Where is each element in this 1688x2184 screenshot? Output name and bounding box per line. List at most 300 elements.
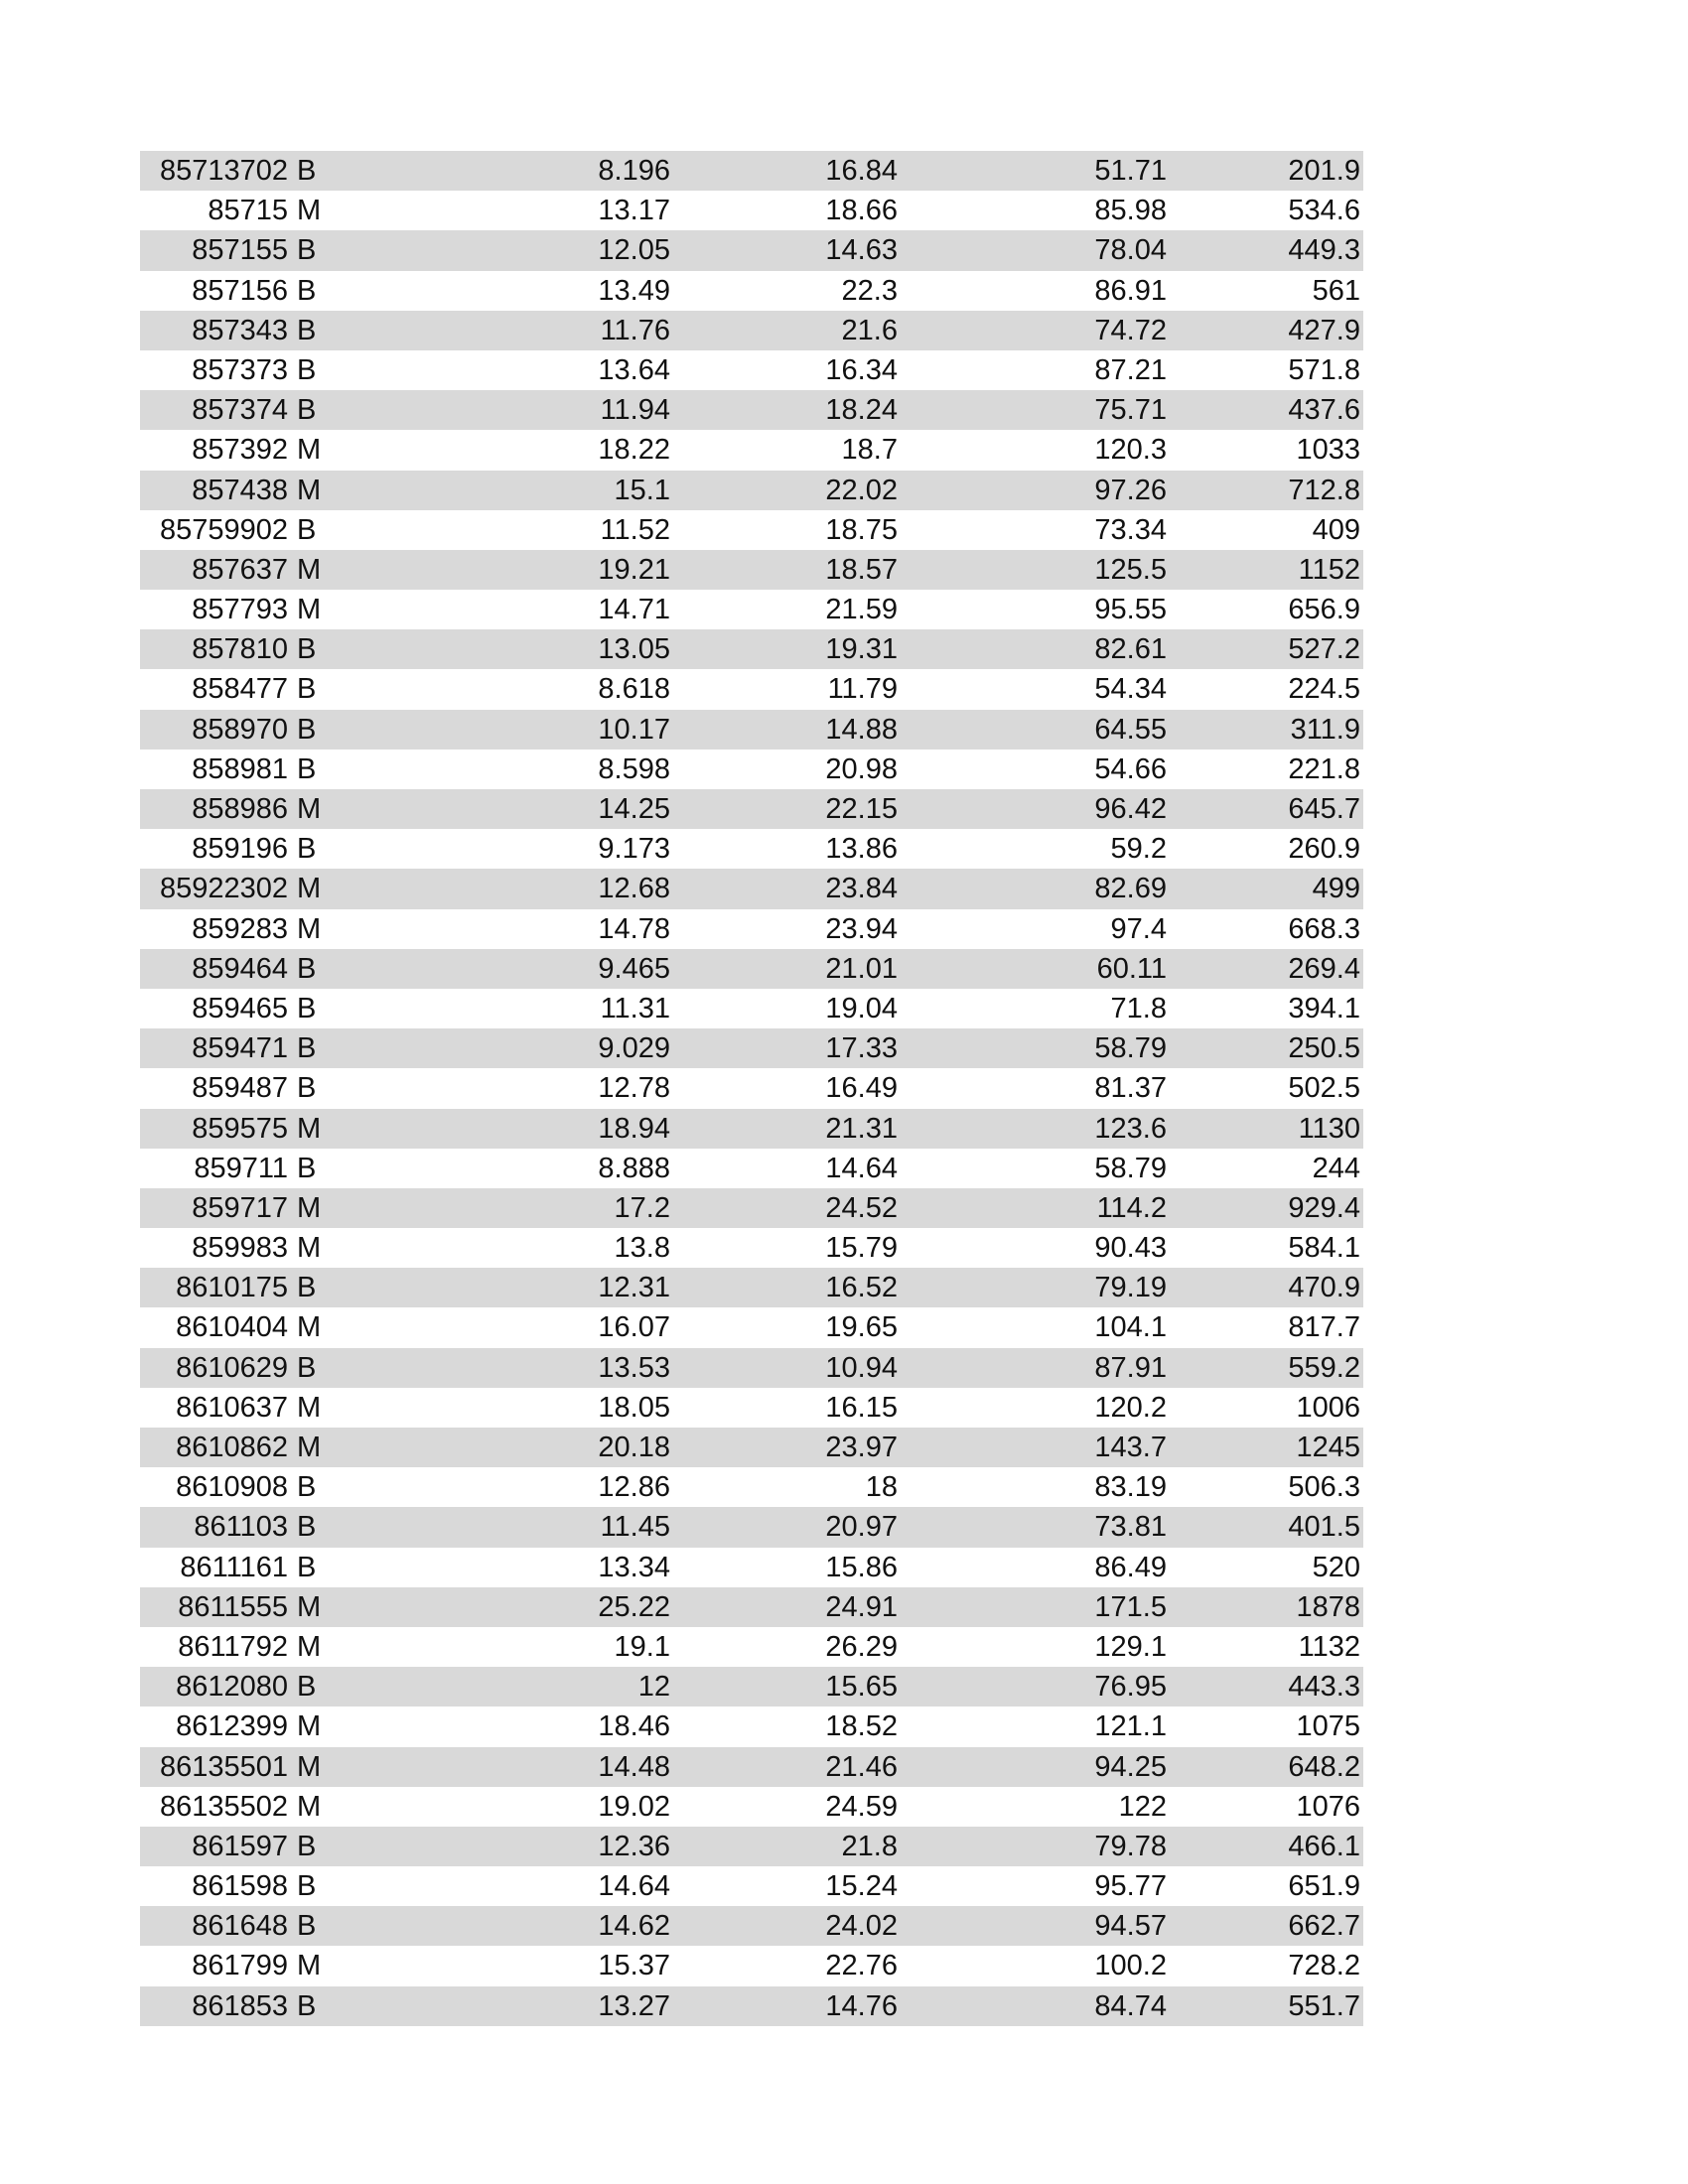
value-cell-1: 11.94	[600, 394, 670, 427]
id-cell: 8610404	[176, 1311, 288, 1344]
id-cell: 859196	[192, 833, 288, 866]
value-cell-1: 13.05	[598, 633, 670, 666]
id-cell: 8611161	[180, 1551, 288, 1583]
value-cell-4: 1245	[1296, 1432, 1360, 1463]
table-row	[140, 1986, 1363, 2026]
id-cell: 859711	[194, 1152, 288, 1184]
value-cell-4: 648.2	[1288, 1750, 1360, 1783]
value-cell-1: 13.27	[598, 1989, 670, 2022]
value-cell-1: 19.1	[614, 1630, 670, 1663]
value-cell-4: 443.3	[1288, 1671, 1360, 1704]
value-cell-1: 14.78	[598, 912, 670, 945]
id-cell: 8610862	[176, 1432, 288, 1463]
value-cell-1: 9.029	[598, 1032, 670, 1065]
value-cell-3: 94.57	[1094, 1910, 1167, 1943]
value-cell-4: 437.6	[1288, 394, 1360, 427]
diagnosis-cell: M	[297, 594, 322, 626]
id-cell: 8611792	[178, 1630, 288, 1663]
table-row	[140, 1667, 1363, 1706]
value-cell-4: 260.9	[1288, 833, 1360, 866]
diagnosis-cell: B	[297, 353, 317, 386]
id-cell: 859471	[192, 1032, 288, 1065]
value-cell-3: 100.2	[1094, 1950, 1167, 1982]
value-cell-2: 14.76	[825, 1989, 898, 2022]
table-row	[140, 1587, 1363, 1627]
value-cell-1: 13.49	[598, 274, 670, 307]
value-cell-4: 311.9	[1290, 713, 1360, 746]
value-cell-1: 11.45	[600, 1511, 670, 1544]
table-row	[140, 710, 1363, 750]
id-cell: 861103	[194, 1511, 288, 1544]
value-cell-3: 90.43	[1094, 1232, 1167, 1265]
diagnosis-cell: M	[297, 1590, 322, 1623]
value-cell-1: 15.37	[598, 1950, 670, 1982]
value-cell-2: 18.52	[825, 1710, 898, 1743]
value-cell-4: 1076	[1296, 1790, 1360, 1823]
value-cell-1: 25.22	[598, 1590, 670, 1623]
diagnosis-cell: B	[297, 394, 317, 427]
value-cell-2: 14.64	[825, 1152, 898, 1184]
value-cell-4: 394.1	[1288, 992, 1360, 1024]
value-cell-3: 125.5	[1094, 553, 1167, 586]
value-cell-1: 9.465	[598, 952, 670, 985]
id-cell: 857392	[192, 434, 288, 467]
id-cell: 857810	[192, 633, 288, 666]
diagnosis-cell: B	[297, 1989, 317, 2022]
value-cell-2: 22.76	[825, 1950, 898, 1982]
value-cell-3: 84.74	[1094, 1989, 1167, 2022]
table-row	[140, 1906, 1363, 1946]
value-cell-3: 75.71	[1094, 394, 1167, 427]
value-cell-3: 74.72	[1094, 314, 1167, 346]
value-cell-4: 1075	[1296, 1710, 1360, 1743]
value-cell-4: 409	[1312, 513, 1360, 546]
id-cell: 857373	[192, 353, 288, 386]
value-cell-3: 83.19	[1094, 1471, 1167, 1504]
value-cell-2: 23.84	[825, 873, 898, 905]
value-cell-4: 728.2	[1288, 1950, 1360, 1982]
id-cell: 86135502	[159, 1790, 288, 1823]
diagnosis-cell: M	[297, 474, 322, 506]
diagnosis-cell: B	[297, 1511, 317, 1544]
diagnosis-cell: B	[297, 1152, 317, 1184]
value-cell-2: 15.86	[825, 1551, 898, 1583]
value-cell-2: 24.59	[825, 1790, 898, 1823]
diagnosis-cell: B	[297, 1351, 317, 1384]
value-cell-3: 96.42	[1094, 793, 1167, 825]
value-cell-2: 19.31	[825, 633, 898, 666]
id-cell: 85713702	[159, 155, 288, 187]
value-cell-3: 64.55	[1094, 713, 1167, 746]
diagnosis-cell: B	[297, 713, 317, 746]
value-cell-1: 9.173	[598, 833, 670, 866]
value-cell-2: 21.8	[841, 1830, 898, 1862]
value-cell-1: 10.17	[598, 713, 670, 746]
table-row	[140, 750, 1363, 789]
value-cell-3: 81.37	[1094, 1072, 1167, 1105]
data-table	[140, 151, 1363, 2026]
value-cell-1: 19.02	[598, 1790, 670, 1823]
value-cell-3: 54.66	[1094, 752, 1167, 785]
value-cell-2: 20.97	[825, 1511, 898, 1544]
diagnosis-cell: B	[297, 314, 317, 346]
value-cell-3: 58.79	[1094, 1032, 1167, 1065]
value-cell-3: 114.2	[1096, 1191, 1167, 1224]
value-cell-4: 250.5	[1288, 1032, 1360, 1065]
value-cell-3: 73.34	[1094, 513, 1167, 546]
value-cell-3: 121.1	[1094, 1710, 1167, 1743]
value-cell-3: 79.78	[1094, 1830, 1167, 1862]
diagnosis-cell: M	[297, 1391, 322, 1424]
value-cell-3: 143.7	[1094, 1432, 1167, 1463]
diagnosis-cell: B	[297, 513, 317, 546]
id-cell: 859983	[192, 1232, 288, 1265]
value-cell-4: 817.7	[1288, 1311, 1360, 1344]
id-cell: 859465	[192, 992, 288, 1024]
table-row	[140, 1109, 1363, 1149]
value-cell-2: 19.04	[825, 992, 898, 1024]
id-cell: 85715	[208, 195, 288, 227]
value-cell-3: 120.2	[1094, 1391, 1167, 1424]
id-cell: 85922302	[159, 873, 288, 905]
value-cell-1: 14.25	[598, 793, 670, 825]
value-cell-2: 18.75	[825, 513, 898, 546]
value-cell-1: 12.68	[598, 873, 670, 905]
value-cell-2: 19.65	[825, 1311, 898, 1344]
id-cell: 8610908	[176, 1471, 288, 1504]
table-row	[140, 1827, 1363, 1866]
value-cell-3: 97.26	[1094, 474, 1167, 506]
value-cell-2: 18.7	[841, 434, 898, 467]
id-cell: 859464	[192, 952, 288, 985]
value-cell-4: 502.5	[1288, 1072, 1360, 1105]
value-cell-4: 929.4	[1288, 1191, 1360, 1224]
diagnosis-cell: M	[297, 1311, 322, 1344]
value-cell-2: 17.33	[825, 1032, 898, 1065]
value-cell-4: 656.9	[1288, 594, 1360, 626]
value-cell-2: 10.94	[825, 1351, 898, 1384]
value-cell-3: 76.95	[1094, 1671, 1167, 1704]
diagnosis-cell: M	[297, 1630, 322, 1663]
id-cell: 857156	[192, 274, 288, 307]
value-cell-3: 58.79	[1094, 1152, 1167, 1184]
table-row	[140, 1627, 1363, 1667]
id-cell: 859717	[192, 1191, 288, 1224]
value-cell-3: 95.55	[1094, 594, 1167, 626]
id-cell: 8611555	[178, 1590, 288, 1623]
value-cell-2: 16.49	[825, 1072, 898, 1105]
value-cell-3: 171.5	[1094, 1590, 1167, 1623]
id-cell: 859283	[192, 912, 288, 945]
diagnosis-cell: B	[297, 1671, 317, 1704]
table-row	[140, 1706, 1363, 1746]
id-cell: 857438	[192, 474, 288, 506]
value-cell-2: 21.01	[825, 952, 898, 985]
id-cell: 8610629	[176, 1351, 288, 1384]
id-cell: 8610637	[176, 1391, 288, 1424]
id-cell: 861597	[192, 1830, 288, 1862]
value-cell-3: 71.8	[1110, 992, 1167, 1024]
value-cell-4: 712.8	[1288, 474, 1360, 506]
table-row	[140, 909, 1363, 949]
value-cell-4: 651.9	[1288, 1870, 1360, 1903]
value-cell-3: 122	[1118, 1790, 1167, 1823]
value-cell-4: 269.4	[1288, 952, 1360, 985]
value-cell-4: 1152	[1298, 553, 1360, 586]
value-cell-4: 506.3	[1288, 1471, 1360, 1504]
value-cell-2: 16.34	[825, 353, 898, 386]
diagnosis-cell: M	[297, 1950, 322, 1982]
value-cell-3: 82.61	[1094, 633, 1167, 666]
value-cell-3: 59.2	[1110, 833, 1167, 866]
table-row	[140, 629, 1363, 669]
value-cell-1: 13.17	[598, 195, 670, 227]
value-cell-1: 17.2	[614, 1191, 670, 1224]
value-cell-1: 13.8	[614, 1232, 670, 1265]
value-cell-1: 18.05	[598, 1391, 670, 1424]
value-cell-1: 14.64	[598, 1870, 670, 1903]
value-cell-1: 12.36	[598, 1830, 670, 1862]
value-cell-3: 123.6	[1094, 1112, 1167, 1145]
value-cell-4: 401.5	[1288, 1511, 1360, 1544]
table-row	[140, 1467, 1363, 1507]
value-cell-4: 559.2	[1288, 1351, 1360, 1384]
value-cell-4: 527.2	[1288, 633, 1360, 666]
id-cell: 861598	[192, 1870, 288, 1903]
diagnosis-cell: M	[297, 1112, 322, 1145]
value-cell-1: 13.64	[598, 353, 670, 386]
value-cell-2: 22.15	[825, 793, 898, 825]
table-row	[140, 430, 1363, 470]
diagnosis-cell: M	[297, 1232, 322, 1265]
id-cell: 858981	[192, 752, 288, 785]
value-cell-2: 14.63	[825, 234, 898, 267]
value-cell-1: 19.21	[598, 553, 670, 586]
diagnosis-cell: B	[297, 1272, 317, 1304]
value-cell-2: 22.3	[841, 274, 898, 307]
diagnosis-cell: M	[297, 1750, 322, 1783]
table-row	[140, 390, 1363, 430]
diagnosis-cell: B	[297, 1032, 317, 1065]
value-cell-2: 16.52	[825, 1272, 898, 1304]
table-row	[140, 1428, 1363, 1467]
value-cell-2: 20.98	[825, 752, 898, 785]
value-cell-3: 85.98	[1094, 195, 1167, 227]
value-cell-4: 221.8	[1288, 752, 1360, 785]
id-cell: 857343	[192, 314, 288, 346]
value-cell-1: 12.31	[598, 1272, 670, 1304]
id-cell: 858970	[192, 713, 288, 746]
table-row	[140, 230, 1363, 270]
table-row	[140, 1228, 1363, 1268]
value-cell-4: 534.6	[1288, 195, 1360, 227]
table-row	[140, 311, 1363, 350]
value-cell-4: 201.9	[1288, 155, 1360, 187]
value-cell-2: 21.6	[841, 314, 898, 346]
table-row	[140, 829, 1363, 869]
value-cell-4: 561	[1312, 274, 1360, 307]
value-cell-3: 97.4	[1110, 912, 1167, 945]
value-cell-1: 20.18	[598, 1432, 670, 1463]
value-cell-3: 54.34	[1094, 673, 1167, 706]
diagnosis-cell: M	[297, 195, 322, 227]
table-row	[140, 1747, 1363, 1787]
table-row	[140, 989, 1363, 1028]
value-cell-1: 8.196	[598, 155, 670, 187]
value-cell-2: 11.79	[827, 673, 898, 706]
value-cell-1: 18.94	[598, 1112, 670, 1145]
value-cell-2: 14.88	[825, 713, 898, 746]
value-cell-2: 18.24	[825, 394, 898, 427]
value-cell-3: 82.69	[1094, 873, 1167, 905]
value-cell-1: 12.86	[598, 1471, 670, 1504]
value-cell-4: 427.9	[1288, 314, 1360, 346]
value-cell-4: 520	[1312, 1551, 1360, 1583]
id-cell: 8610175	[176, 1272, 288, 1304]
table-row	[140, 510, 1363, 550]
diagnosis-cell: B	[297, 673, 317, 706]
value-cell-4: 662.7	[1288, 1910, 1360, 1943]
value-cell-2: 15.79	[825, 1232, 898, 1265]
value-cell-1: 18.46	[598, 1710, 670, 1743]
id-cell: 858986	[192, 793, 288, 825]
value-cell-1: 11.52	[600, 513, 670, 546]
diagnosis-cell: B	[297, 1551, 317, 1583]
id-cell: 8612399	[176, 1710, 288, 1743]
value-cell-1: 14.71	[598, 594, 670, 626]
value-cell-1: 12	[637, 1671, 670, 1704]
value-cell-4: 449.3	[1288, 234, 1360, 267]
table-row	[140, 1348, 1363, 1388]
value-cell-4: 551.7	[1288, 1989, 1360, 2022]
id-cell: 861648	[192, 1910, 288, 1943]
value-cell-3: 129.1	[1094, 1630, 1167, 1663]
table-row	[140, 1188, 1363, 1228]
value-cell-3: 87.91	[1094, 1351, 1167, 1384]
value-cell-1: 11.31	[600, 992, 670, 1024]
value-cell-3: 51.71	[1094, 155, 1167, 187]
diagnosis-cell: M	[297, 873, 322, 905]
id-cell: 858477	[192, 673, 288, 706]
table-row	[140, 590, 1363, 629]
value-cell-4: 1878	[1296, 1590, 1360, 1623]
value-cell-2: 23.97	[825, 1432, 898, 1463]
id-cell: 86135501	[159, 1750, 288, 1783]
id-cell: 859487	[192, 1072, 288, 1105]
table-row	[140, 1028, 1363, 1068]
diagnosis-cell: M	[297, 1432, 322, 1463]
table-row	[140, 1787, 1363, 1827]
value-cell-4: 1130	[1298, 1112, 1360, 1145]
diagnosis-cell: M	[297, 1191, 322, 1224]
table-row	[140, 1068, 1363, 1108]
value-cell-2: 24.91	[825, 1590, 898, 1623]
diagnosis-cell: B	[297, 952, 317, 985]
table-row	[140, 1946, 1363, 1985]
table-row	[140, 1307, 1363, 1347]
diagnosis-cell: M	[297, 793, 322, 825]
value-cell-2: 21.59	[825, 594, 898, 626]
table-row	[140, 1866, 1363, 1906]
id-cell: 857637	[192, 553, 288, 586]
diagnosis-cell: B	[297, 833, 317, 866]
value-cell-1: 8.598	[598, 752, 670, 785]
value-cell-2: 18.66	[825, 195, 898, 227]
table-row	[140, 191, 1363, 230]
table-row	[140, 1268, 1363, 1307]
diagnosis-cell: M	[297, 912, 322, 945]
value-cell-1: 15.1	[614, 474, 670, 506]
table-row	[140, 669, 1363, 709]
id-cell: 861799	[192, 1950, 288, 1982]
value-cell-4: 224.5	[1288, 673, 1360, 706]
diagnosis-cell: B	[297, 752, 317, 785]
value-cell-1: 14.62	[598, 1910, 670, 1943]
table-row	[140, 471, 1363, 510]
value-cell-1: 18.22	[598, 434, 670, 467]
value-cell-1: 8.618	[598, 673, 670, 706]
table-row	[140, 869, 1363, 908]
diagnosis-cell: B	[297, 1910, 317, 1943]
table-row	[140, 789, 1363, 829]
value-cell-2: 24.52	[825, 1191, 898, 1224]
table-row	[140, 271, 1363, 311]
id-cell: 861853	[192, 1989, 288, 2022]
diagnosis-cell: B	[297, 1830, 317, 1862]
id-cell: 857793	[192, 594, 288, 626]
id-cell: 857374	[192, 394, 288, 427]
table-row	[140, 350, 1363, 390]
value-cell-3: 79.19	[1094, 1272, 1167, 1304]
value-cell-2: 15.24	[825, 1870, 898, 1903]
value-cell-2: 13.86	[825, 833, 898, 866]
value-cell-2: 26.29	[825, 1630, 898, 1663]
value-cell-2: 16.15	[825, 1391, 898, 1424]
diagnosis-cell: B	[297, 155, 317, 187]
value-cell-2: 23.94	[825, 912, 898, 945]
table-row	[140, 151, 1363, 191]
value-cell-2: 21.31	[825, 1112, 898, 1145]
table-row	[140, 550, 1363, 590]
value-cell-1: 11.76	[600, 314, 670, 346]
value-cell-3: 120.3	[1094, 434, 1167, 467]
diagnosis-cell: B	[297, 274, 317, 307]
value-cell-3: 94.25	[1094, 1750, 1167, 1783]
value-cell-3: 73.81	[1094, 1511, 1167, 1544]
diagnosis-cell: B	[297, 234, 317, 267]
value-cell-4: 1132	[1298, 1630, 1360, 1663]
value-cell-1: 12.78	[598, 1072, 670, 1105]
value-cell-1: 8.888	[598, 1152, 670, 1184]
table-row	[140, 1507, 1363, 1547]
value-cell-4: 466.1	[1288, 1830, 1360, 1862]
value-cell-3: 78.04	[1094, 234, 1167, 267]
value-cell-3: 87.21	[1094, 353, 1167, 386]
value-cell-4: 668.3	[1288, 912, 1360, 945]
value-cell-2: 16.84	[825, 155, 898, 187]
value-cell-2: 22.02	[825, 474, 898, 506]
value-cell-4: 571.8	[1288, 353, 1360, 386]
diagnosis-cell: B	[297, 633, 317, 666]
diagnosis-cell: B	[297, 1870, 317, 1903]
diagnosis-cell: M	[297, 434, 322, 467]
table-row	[140, 1548, 1363, 1587]
value-cell-4: 645.7	[1288, 793, 1360, 825]
value-cell-1: 13.34	[598, 1551, 670, 1583]
value-cell-2: 21.46	[825, 1750, 898, 1783]
id-cell: 85759902	[159, 513, 288, 546]
value-cell-2: 24.02	[825, 1910, 898, 1943]
